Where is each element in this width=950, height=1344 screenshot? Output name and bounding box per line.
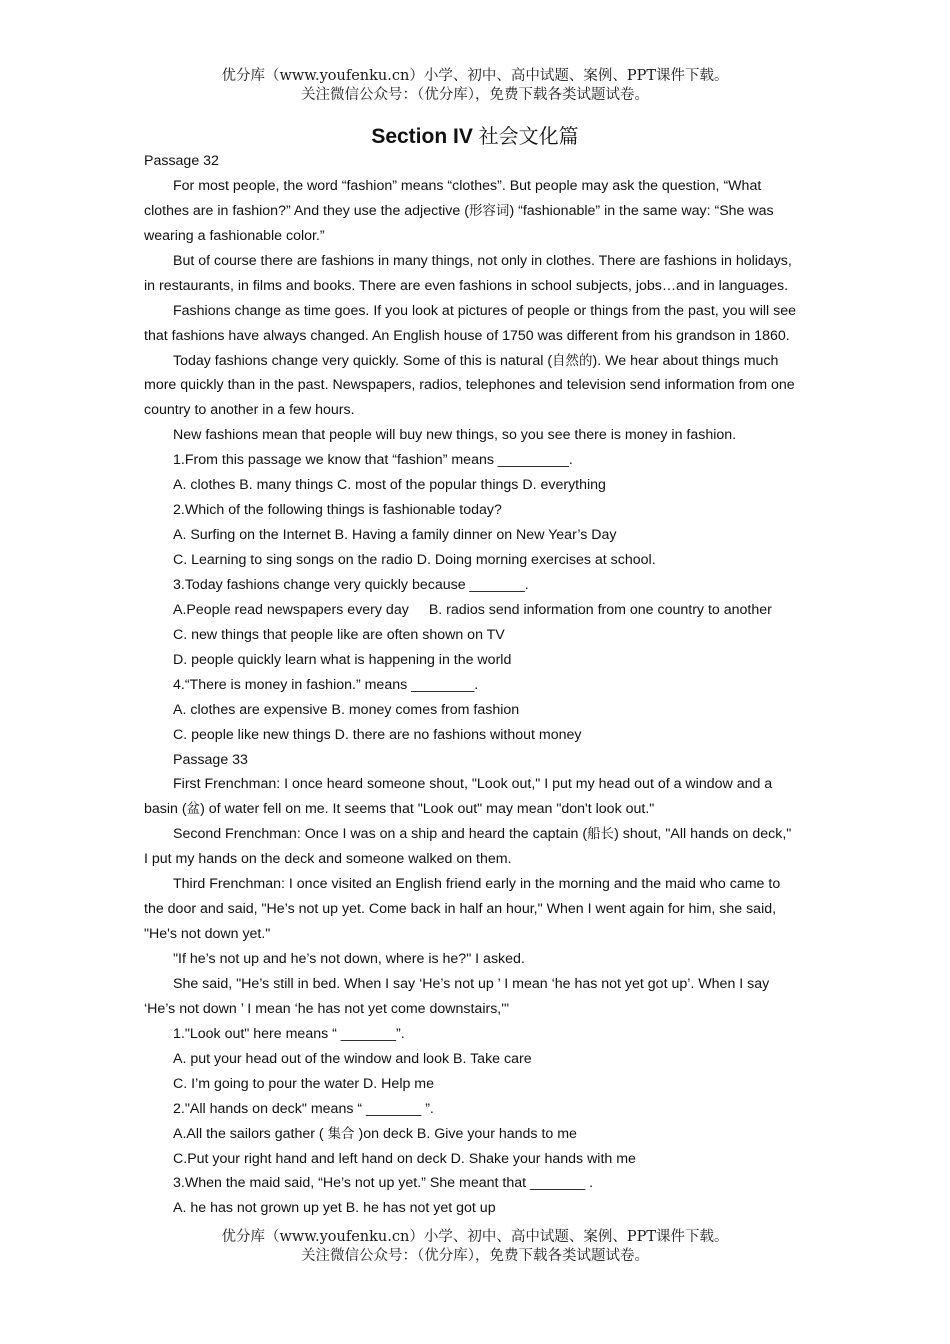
p32-para4-line1: Today fashions change very quickly. Some of this is natural (自然的). We hear about things much <box>173 352 779 369</box>
p33-gloss-captain: 船长 <box>587 826 615 843</box>
p32-question-2-options-ab: A. Surfing on the Internet B. Having a family dinner on New Year’s Day <box>173 527 617 544</box>
p33-question-3-options-ab: A. he has not grown up yet B. he has not yet got up <box>173 1200 496 1217</box>
p33-gloss-gather: 集合 <box>327 1125 355 1142</box>
header-line-2: 关注微信公众号：（优分库），免费下载各类试题试卷。 <box>301 87 649 103</box>
p32-question-4: 4.“There is money in fashion.” means ________. <box>173 676 479 693</box>
p32-question-3-options-ab: A.People read newspapers every day B. radios send information from one country to another <box>173 601 772 618</box>
p32-para2-line2: in restaurants, in films and books. There are even fashions in school subjects, jobs…and in languages. <box>144 277 789 294</box>
p32-para1-line3: wearing a fashionable color.” <box>144 227 325 244</box>
p33-question-2: 2."All hands on deck" means “ _______ ”. <box>173 1100 434 1117</box>
p33-question-1-options-ab: A. put your head out of the window and look B. Take care <box>173 1050 532 1067</box>
p33-question-1-options-cd: C. I’m going to pour the water D. Help me <box>173 1075 435 1092</box>
p32-question-4-options-ab: A. clothes are expensive B. money comes from fashion <box>173 701 520 718</box>
p33-question-1: 1."Look out" here means “ _______”. <box>173 1025 405 1042</box>
p33-question-2-options-cd: C.Put your right hand and left hand on deck D. Shake your hands with me <box>173 1150 636 1167</box>
p33-para3-line1: Third Frenchman: I once visited an English friend early in the morning and the maid who came to <box>173 876 781 893</box>
p33-para1-line2: basin (盆) of water fell on me. It seems that "Look out" may mean "don't look out." <box>144 801 655 818</box>
p32-question-1-options: A. clothes B. many things C. most of the popular things D. everything <box>173 477 606 494</box>
p32-para3-line1: Fashions change as time goes. If you look at pictures of people or things from the past, you will see <box>173 302 797 319</box>
p32-para4-line2: more quickly than in the past. Newspapers, radios, telephones and television send information from one <box>144 377 795 394</box>
footer-line-1: 优分库（www.youfenku.cn）小学、初中、高中试题、案例、PPT课件下载。 <box>221 1229 729 1245</box>
p33-gloss-basin: 盆 <box>186 801 201 818</box>
p33-question-3: 3.When the maid said, “He’s not up yet.” She meant that _______ . <box>173 1175 594 1192</box>
p32-para3-line2: that fashions have always changed. An English house of 1750 was different from his grandson in 1860. <box>144 327 790 344</box>
p32-gloss-natural: 自然的 <box>552 352 593 369</box>
passage-33-label: Passage 33 <box>173 751 248 768</box>
p32-para5: New fashions mean that people will buy new things, so you see there is money in fashion. <box>173 427 737 444</box>
title-chinese: 社会文化篇 <box>478 124 579 148</box>
p33-para4: "If he’s not up and he’s not down, where is he?" I asked. <box>173 951 525 967</box>
title-english: Section IV <box>371 125 479 148</box>
p33-para2-line1: Second Frenchman: Once I was on a ship and heard the captain (船长) shout, "All hands on deck," <box>173 826 792 843</box>
footer-line-2: 关注微信公众号：（优分库），免费下载各类试题试卷。 <box>301 1248 649 1264</box>
p32-question-3: 3.Today fashions change very quickly because _______. <box>173 576 529 593</box>
header-line-1: 优分库（www.youfenku.cn）小学、初中、高中试题、案例、PPT课件下载。 <box>221 68 729 84</box>
p33-para1-line1: First Frenchman: I once heard someone shout, "Look out," I put my head out of a window and a <box>173 776 773 793</box>
p33-para5-line2: ‘He’s not down ’ I mean ‘he has not yet come downstairs,'" <box>144 1000 509 1017</box>
p33-para3-line2: the door and said, "He’s not up yet. Come back in half an hour," When I went again for him, she said, <box>144 901 777 918</box>
p33-question-2-options-ab: A.All the sailors gather ( 集合 )on deck B. Give your hands to me <box>173 1125 577 1142</box>
p32-question-3-option-d: D. people quickly learn what is happening in the world <box>173 651 512 668</box>
document-body <box>144 149 809 1221</box>
p32-para2-line1: But of course there are fashions in many things, not only in clothes. There are fashions in holidays, <box>173 252 792 269</box>
p33-para3-line3: "He's not down yet." <box>144 926 271 943</box>
p32-para1-line1: For most people, the word “fashion” means “clothes”. But people may ask the question, “What <box>173 177 762 194</box>
p32-question-1: 1.From this passage we know that “fashion” means _________. <box>173 452 573 469</box>
p32-question-3-option-c: C. new things that people like are often shown on TV <box>173 626 505 643</box>
p33-para5-line1: She said, "He’s still in bed. When I say ‘He’s not up ’ I mean ‘he has not yet got up’. When I say <box>173 975 770 992</box>
passage-32-label: Passage 32 <box>144 153 219 169</box>
p32-question-2: 2.Which of the following things is fashionable today? <box>173 502 502 519</box>
p32-para4-line3: country to another in a few hours. <box>144 402 355 419</box>
page-title <box>0 121 950 152</box>
p32-question-2-options-cd: C. Learning to sing songs on the radio D. Doing morning exercises at school. <box>173 552 656 568</box>
p33-para2-line2: I put my hands on the deck and someone walked on them. <box>144 851 512 868</box>
p32-question-4-options-cd: C. people like new things D. there are no fashions without money <box>173 726 582 743</box>
p32-gloss-adjective: 形容词 <box>468 202 510 219</box>
p32-para1-line2: clothes are in fashion?” And they use the adjective (形容词) “fashionable” in the same way: “She was <box>144 202 774 219</box>
